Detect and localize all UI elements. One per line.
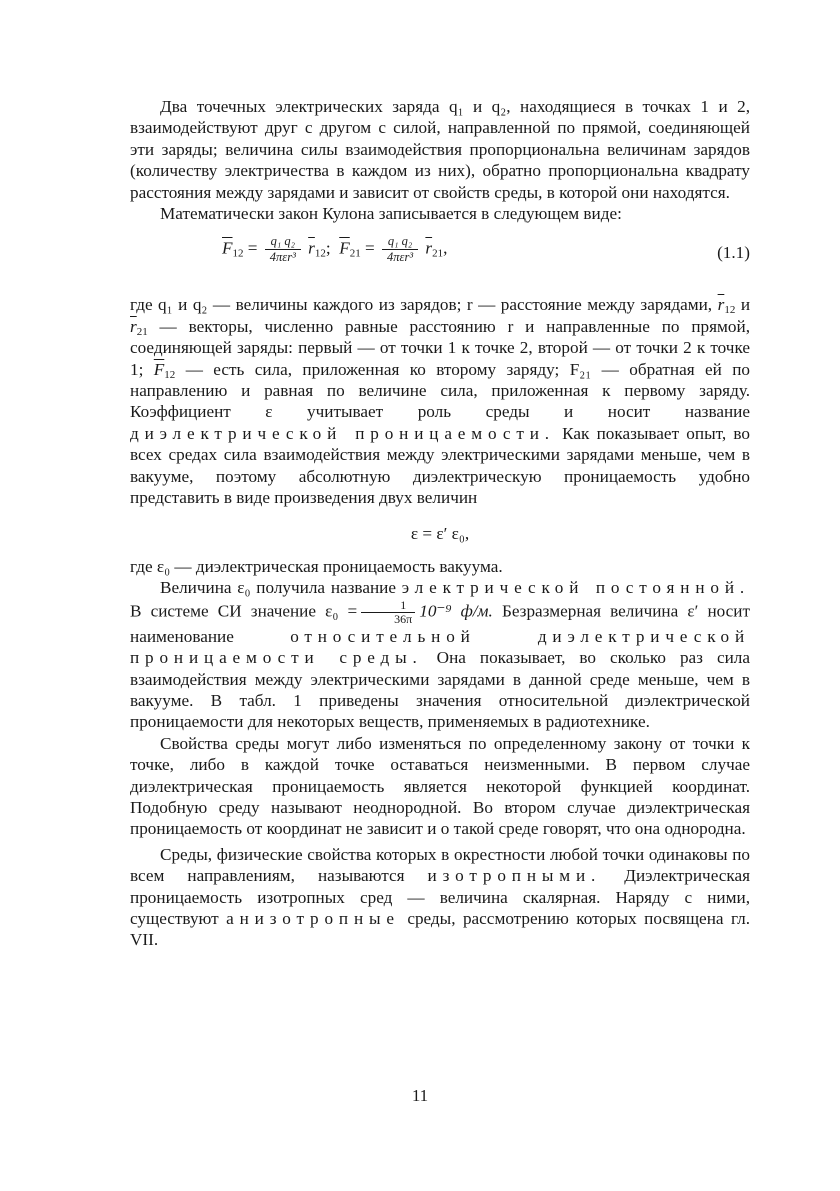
fraction-1 [265,234,301,265]
paragraph-vacuum: где ε₀ — диэлектрическая проницаемость вакуума. [130,556,503,576]
paragraph-homogeneity: Свойства среды могут либо изменяться по определенному закону от точки к точке, либо в каждой точке оставаться неизменными. В первом случае диэлектрическая проницаемость является некоторой функцией координат. Подобную среду называют неоднородной. Во втором случае диэлектрическая проницаемость от координат не зависит и о такой среде говорят, что она однородна. [130,733,750,839]
term-dielectric-permittivity: диэлектрической проницаемости. [130,423,555,443]
definitions-part-c: — векторы, численно равные расстоянию r и направленные по прямой, соединяющей заряды: первый — от точки 1 к точке 2, второй — от точки 2 к точке 1; [130,316,750,379]
fraction-2-numerator: q₁ q₂ [382,234,418,250]
fraction-2 [382,234,418,265]
paragraph-math-form: Математически закон Кулона записывается в следующем виде: [160,204,622,224]
force-f21: $\overline{F}$ [339,238,350,258]
formula-number: (1.1) [717,243,750,263]
text-body [130,96,750,951]
constant-part-d: Безразмерная величина ε′ носит наименование [130,601,751,646]
coulomb-formula [130,228,750,280]
page-number: 11 [411,1086,429,1105]
definitions-part-e: Как показывает опыт, во всех средах сила взаимодействия между электрическими зарядами меньше, чем в вакууме, поэтому абсолютную диэлектрическую проницаемость удобно представить в виде произведения двух величин [130,423,750,508]
isotropy-part-b: Диэлектрическая проницаемость изотропных сред — величина скалярная. Наряду с ними, существуют [130,866,751,928]
paragraph-electric-constant [130,577,750,732]
paragraph-isotropy [130,844,750,951]
fraction-1-denominator: 4πεr³ [269,250,296,265]
term-isotropic: изотропными. [427,866,602,886]
isotropy-part-c: среды, рассмотрению которых посвящена гл. VII. [130,909,750,950]
definitions-part-a: где q₁ и q₂ — величины каждого из зарядов; r — расстояние между зарядами, [130,295,713,315]
vector-r21: $\overline{r}$ [425,238,433,258]
term-relative-permittivity: относительной диэлектрической проницаемости среды. [130,626,751,668]
paragraph-coulomb-intro: Два точечных электрических заряда q₁ и q₂, находящиеся в точках 1 и 2, взаимодействуют друг с другом с силой, направленной по прямой, соединяющей эти заряды; величина силы взаимодействия пропорциональна величинам зарядов (количеству электричества в каждом из них), обратно пропорциональна квадрату расстояния между зарядами и зависит от свойств среды, в которой они находятся. [130,97,750,202]
paragraph-definitions: где q₁ и q₂ — величины каждого из зарядов; r — расстояние между зарядами, $\overline{r}_{12}$ и $\overline{r}_{21}$ — векторы, численно равные расстоянию r и направленные по прямой, соединяющей заряды: первый — от точки 1 к точке 2, второй — от точки 2 к точке 1; $\overline{F}_{12}$ — есть сила, приложенная ко второму заряду; F₂₁ — обратная ей по направлению и равная по величине сила, приложенная к первому заряду. Коэффициент ε учитывает роль среды и носит название диэлектрической проницаемости. Как показывает опыт, во всех средах сила взаимодействия между электрическими зарядами меньше, чем в вакууме, поэтому абсолютную диэлектрическую проницаемость удобно представить в виде произведения двух величин [130,295,751,508]
fraction-epsilon0-numerator: 1 [361,599,415,613]
vector-r12: $\overline{r}$ [308,238,315,258]
definitions-and: и [740,295,751,315]
term-electric-constant: электрической постоянной. [401,578,751,598]
fraction-1-numerator: q₁ q₂ [265,234,301,250]
fraction-epsilon0-denominator: 36π [394,611,413,626]
constant-value: 10⁻⁹ ф/м. [419,601,493,621]
definitions-part-d: — есть сила, приложенная ко второму заряду; F₂₁ — обратная ей по направлению и равная по величине сила, приложенная к первому заряду. Коэффициент ε учитывает роль среды и носит название [130,359,751,422]
force-f12: $\overline{F}$ [222,238,233,258]
isotropy-part-a: Среды, физические свойства которых в окрестности любой точки одинаковы по всем направлениям, называются [130,844,750,886]
constant-part-b: В системе СИ значение ε₀ = [130,601,358,621]
term-anisotropic: анизотропные [226,909,400,928]
constant-part-a: Величина ε₀ получила название [160,578,396,598]
formula-expression: $\overline{F}_{12}$ = $\frac{\text{q₁ q₂}}{\text{4πεr³}}$ $\overline{r}_{12}$; $\overline{F}_{21}$ = $\frac{\text{q₁ q₂}}{\text{4πεr³}}$ $\overline{r}_{21}$, [222,234,448,265]
permittivity-equation: ε = ε′ ε₀, [410,523,470,543]
fraction-2-denominator: 4πεr³ [387,250,414,265]
fraction-epsilon0 [361,599,415,626]
constant-part-e: Она показывает, во сколько раз сила взаимодействия между электрическими зарядами в данной среде меньше, чем в вакууме. В табл. 1 приведены значения относительной диэлектрической проницаемости для некоторых веществ, применяемых в радиотехнике. [130,648,750,732]
